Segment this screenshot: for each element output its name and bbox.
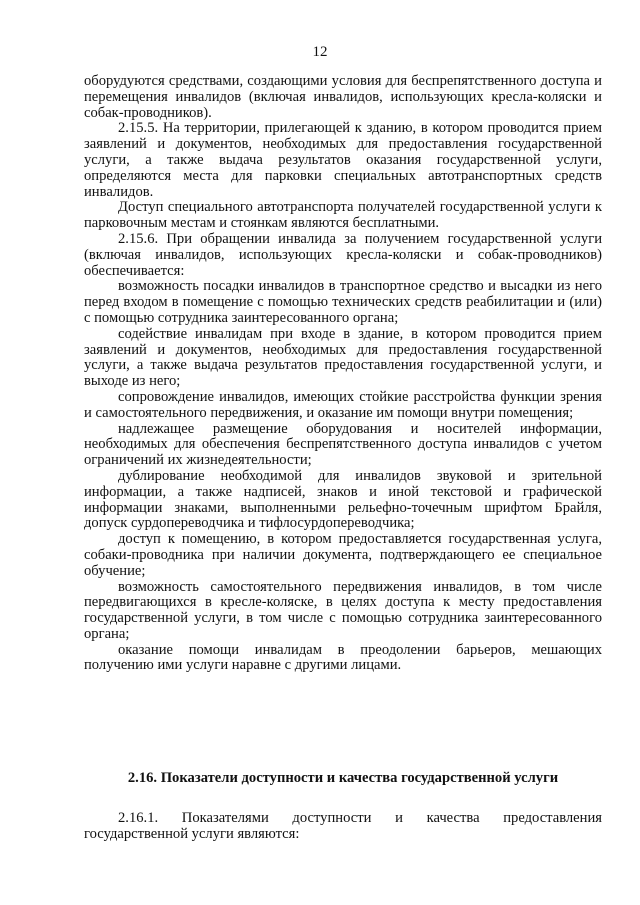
list-item-escort: сопровождение инвалидов, имеющих стойкие расстройства функции зрения и самостоятельного передвижения, и оказание им помощи внутри помещения; bbox=[84, 388, 602, 421]
section-body bbox=[84, 810, 602, 842]
list-item-equipment-placement: надлежащее размещение оборудования и носителей информации, необходимых для обеспечения беспрепятственного доступа инвалидов с учетом ограничений их жизнедеятельности; bbox=[84, 420, 602, 469]
page-number: 12 bbox=[312, 44, 328, 60]
list-item-independent-movement: возможность самостоятельного передвижения инвалидов, в том числе передвигающихся в кресле-коляске, в целях доступа к месту предоставления государственной услуги, в том числе с помощью сотрудника заинтересованного органа; bbox=[84, 578, 602, 642]
paragraph-continuation: оборудуются средствами, создающими условия для беспрепятственного доступа и перемещения инвалидов (включая инвалидов, использующих кресла-коляски и собак-проводников). bbox=[84, 73, 602, 121]
paragraph-2-15-5: 2.15.5. На территории, прилегающей к зданию, в котором проводится прием заявлений и документов, необходимых для предоставления государственной услуги, а также выдача результатов оказания государственной услуги, определяются места для парковки специальных автотранспортных средств инвалидов. bbox=[84, 120, 602, 200]
list-item-guide-dog-access: доступ к помещению, в котором предоставляется государственная услуга, собаки-проводника при наличии документа, подтверждающего ее специальное обучение; bbox=[84, 531, 602, 579]
list-item-barrier-assistance: оказание помощи инвалидам в преодолении барьеров, мешающих получению ими услуги наравне с другими лицами. bbox=[84, 641, 602, 674]
section-heading-2-16: 2.16. Показатели доступности и качества государственной услуги bbox=[127, 770, 559, 786]
paragraph-parking-access: Доступ специального автотранспорта получателей государственной услуги к парковочным местам и стоянкам являются бесплатными. bbox=[84, 199, 602, 232]
document-body bbox=[84, 74, 602, 674]
list-item-boarding: возможность посадки инвалидов в транспортное средство и высадки из него перед входом в помещение с помощью технических средств реабилитации и (или) с помощью сотрудника заинтересованного органа; bbox=[84, 278, 602, 326]
list-item-entry-assistance: содействие инвалидам при входе в здание, в котором проводится прием заявлений и документов, необходимых для предоставления государственной услуги, а также выдача результатов предоставления государственной услуги, и выходе из него; bbox=[84, 325, 602, 390]
paragraph-2-15-6: 2.15.6. При обращении инвалида за получением государственной услуги (включая инвалидов, использующих кресла-коляски и собак-проводников) обеспечивается: bbox=[84, 230, 602, 279]
paragraph-2-16-1: 2.16.1. Показателями доступности и качества предоставления государственной услуги являются: bbox=[84, 810, 602, 842]
list-item-information-duplication: дублирование необходимой для инвалидов звуковой и зрительной информации, а также надписей, знаков и иной текстовой и графической информации знаками, выполненными рельефно-точечным шрифтом Брайля, допуск сурдопереводчика и тифлосурдопереводчика; bbox=[84, 467, 602, 532]
